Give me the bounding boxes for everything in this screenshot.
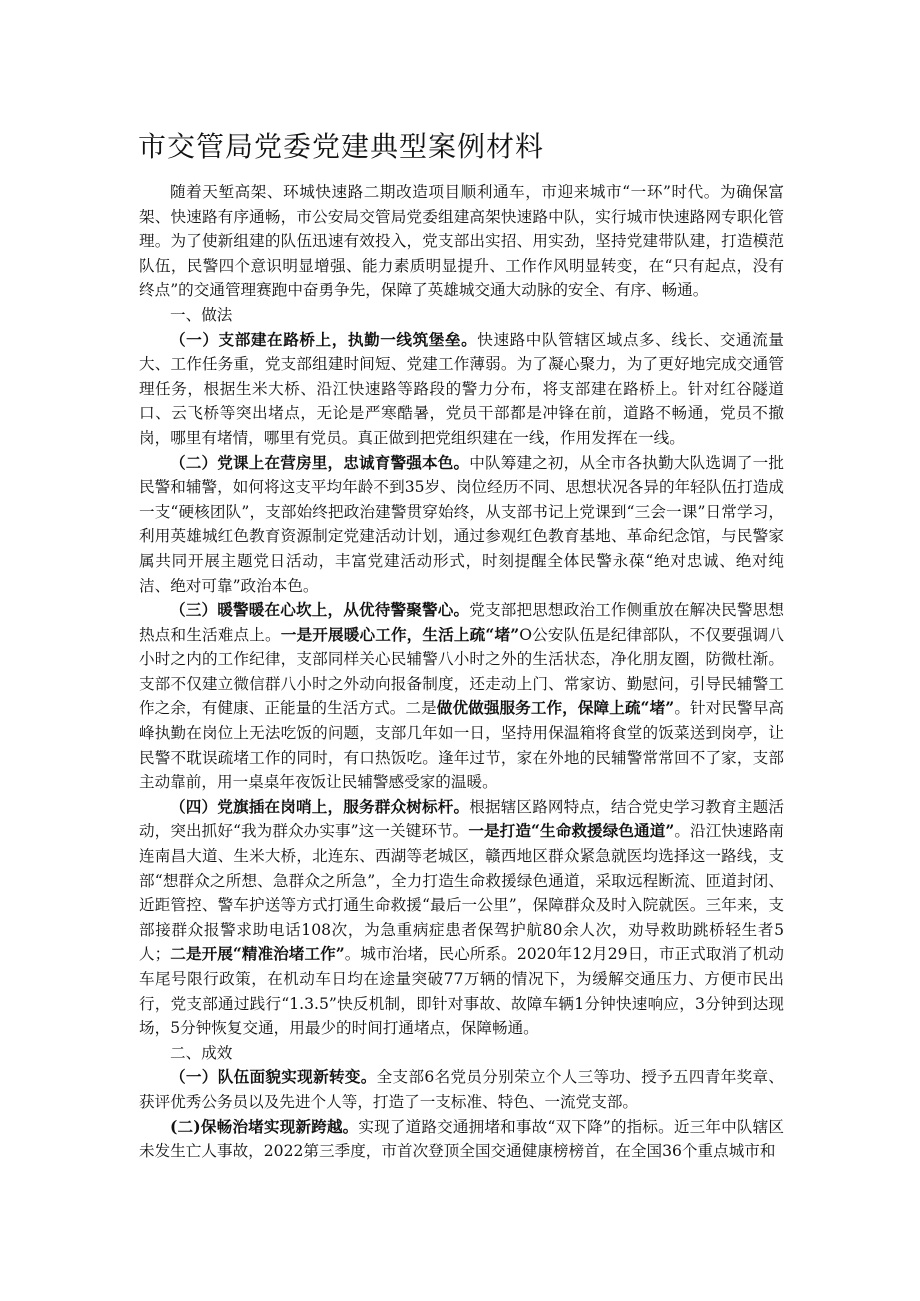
paragraph-heading: （四）党旗插在岗哨上，服务群众树标杆。: [170, 796, 470, 816]
paragraph-text: 根据辖区路网特点，结合党史学习教育主题活动，突出抓好“我为群众办实事”这一关键环节。: [139, 797, 784, 841]
paragraph-heading: （一）支部建在路桥上，执勤一线筑堡垒。: [170, 329, 478, 349]
intro-paragraph: 随着天堑高架、环城快速路二期改造项目顺利通车，市迎来城市“一环”时代。为确保富架、快速路有序通畅，市公安局交管局党委组建高架快速路中队，实行城市快速路网专职化管理。为了使新组建的队伍迅速有效投入，党支部出实招、用实劲，坚持党建带队建，打造模范队伍，民警四个意识明显增强、能力素质明显提升、工作作风明显转变，在“只有起点，没有终点”的交通管理赛跑中奋勇争先，保障了英雄城交通大动脉的安全、有序、畅通。: [139, 183, 784, 300]
methods-paragraph-3: [139, 598, 784, 795]
emphasis-text: 做优做强服务工作，保障上疏“堵”: [436, 698, 675, 718]
paragraph-heading: （三）暖警暖在心坎上，从优待警聚警心。: [170, 600, 470, 620]
paragraph-heading: （一）队伍面貌实现新转变。: [170, 1067, 377, 1087]
section-heading-methods: 一、做法: [170, 305, 233, 324]
methods-paragraph-4: [139, 795, 784, 1041]
paragraph-text: 中队筹建之初，从全市各执勤大队选调了一批民警和辅警，如何将这支平均年龄不到35岁、岗位经历不同、思想状况各异的年轻队伍打造成一支“硬核团队”，支部始终把政治建警贯穿始终，从支部书记上党课到“三会一课”日常学习，利用英雄城红色教育资源制定党建活动计划，通过参观红色教育基地、革命纪念馆，与民警家属共同开展主题党日活动，丰富党建活动形式，时刻提醒全体民警永葆“绝对忠诚、绝对纯洁、绝对可靠”政治本色。: [139, 453, 784, 595]
paragraph-text: 。城市治堵，民心所系。2020年12月29日，市正式取消了机动车尾号限行政策，在机动车日均在途量突破77万辆的情况下，为缓解交通压力、方便市民出行，党支部通过践行“1.3.5”快反机制，即针对事故、故障车辆1分钟快速响应，3分钟到达现场，5分钟恢复交通，用最少的时间打通堵点，保障畅通。: [139, 945, 784, 1038]
results-paragraph-1: [139, 1065, 784, 1114]
paragraph-text: 实现了道路交通拥堵和事故“双下降”的指标。近三年中队辖区未发生亡人事故，2022第三季度，市首次登顶全国交通健康榜榜首，在全国36个重点城市和: [139, 1117, 784, 1161]
paragraph-text: 党支部把思想政治工作侧重放在解决民警思想热点和生活难点上。: [139, 601, 784, 644]
paragraph-text: 快速路中队管辖区域点多、线长、交通流量大、工作任务重，党支部组建时间短、党建工作薄弱。为了凝心聚力，为了更好地完成交通管理任务，根据生米大桥、沿江快速路等路段的警力分布，将支部建在路桥上。针对红谷隧道口、云飞桥等突出堵点，无论是严寒酷暑，党员干部都是冲锋在前，道路不畅通，党员不撤岗，哪里有堵情，哪里有党员。真正做到把党组织建在一线，作用发挥在一线。: [139, 330, 784, 447]
document-title: 市交管局党委党建典型案例材料: [138, 130, 545, 163]
emphasis-text: 一是开展暖心工作，生活上疏“堵”: [280, 624, 520, 644]
paragraph-text: 。针对民警早高峰执勤在岗位上无法吃饭的问题，支部几年如一日，坚持用保温箱将食堂的饭菜送到岗亭，让民警不耽误疏堵工作的同时，有口热饭吃。逢年过节，家在外地的民辅警常常回不了家，支部主动靠前，用一桌桌年夜饭让民辅警感受家的温暖。: [139, 699, 784, 792]
paragraph-text: 全支部6名党员分别荣立个人三等功、授予五四青年奖章、获评优秀公务员以及先进个人等，打造了一支标准、特色、一流党支部。: [139, 1068, 784, 1111]
methods-paragraph-2: [139, 451, 784, 599]
methods-paragraph-1: [139, 328, 784, 451]
emphasis-text: 一是打造“生命救援绿色通道”: [468, 821, 675, 841]
emphasis-text: 二是开展“精准治堵工作”: [170, 944, 345, 964]
paragraph-text: O公安队伍是纪律部队，不仅要强调八小时之内的工作纪律，支部同样关心民辅警八小时之外的生活状态，净化朋友圈，防微杜渐。支部不仅建立微信群八小时之外动向报备制度，还走动上门、常家访、勤慰问，引导民辅警工作之余，有健康、正能量的生活方式。二是: [139, 625, 784, 718]
paragraph-heading: (二)保畅治堵实现新跨越。: [170, 1116, 359, 1136]
section-heading-results: 二、成效: [170, 1043, 233, 1062]
paragraph-text: 。沿江快速路南连南昌大道、生米大桥，北连东、西湖等老城区，赣西地区群众紧急就医均选择这一路线，支部“想群众之所想、急群众之所急”，全力打造生命救援绿色通道，采取远程断流、匝道封闭、近距管控、警车护送等方式打通生命救援“最后一公里”，保障群众及时入院就医。三年来，支部接群众报警求助电话108次，为急重病症患者保驾护航80余人次，劝导救助跳桥轻生者5人；: [139, 822, 784, 964]
document-body: [139, 180, 784, 1164]
paragraph-heading: （二）党课上在营房里，忠诚育警强本色。: [170, 452, 470, 472]
results-paragraph-2: [139, 1115, 784, 1164]
